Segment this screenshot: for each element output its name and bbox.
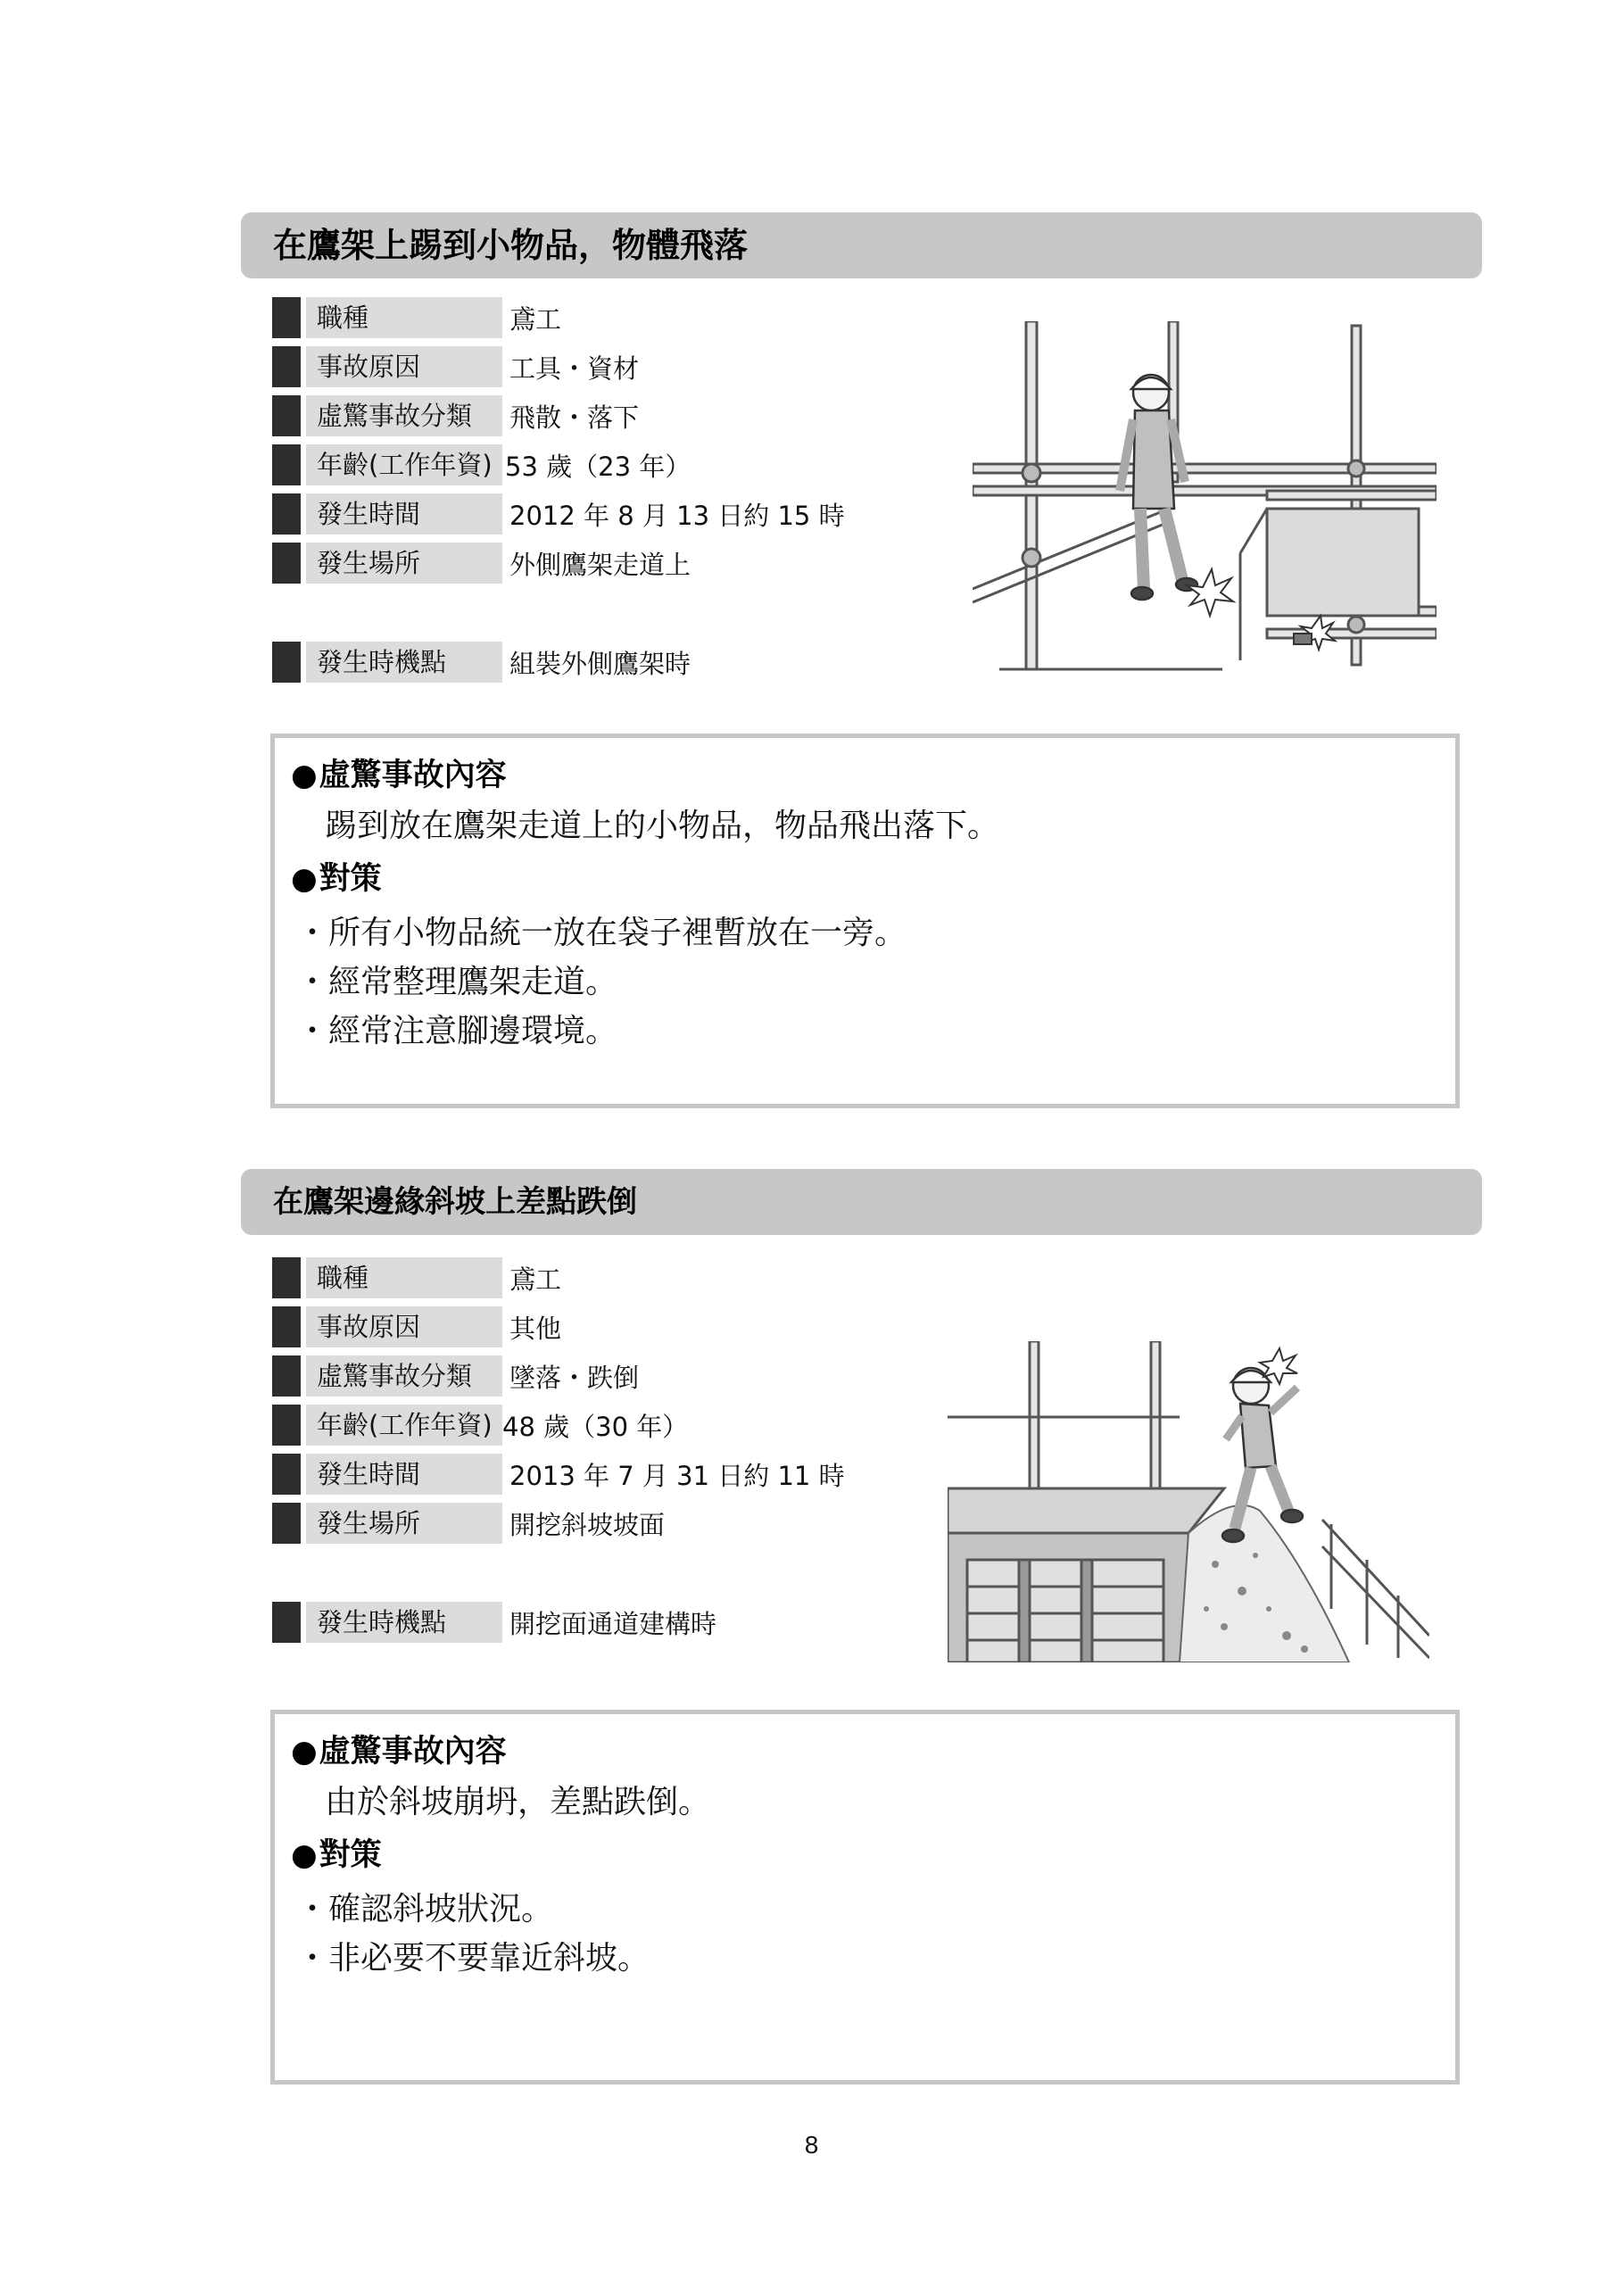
info-value: 外側鷹架走道上 [509,550,691,580]
bullet-dot-icon: ● [291,861,318,897]
row-marker [272,642,301,683]
content-heading-text: 虛驚事故內容 [319,758,507,793]
info-label: 虛驚事故分類 [306,1355,502,1397]
info-label: 虛驚事故分類 [306,395,502,436]
info-value: 48 歲（30 年） [502,1412,689,1442]
measure-item: ・所有小物品統一放在袋子裡暫放在一旁。 [296,915,907,951]
info-label: 發生時機點 [306,1602,502,1643]
info-row-time [272,493,950,535]
content-heading [291,750,507,795]
info-value: 開挖斜坡坡面 [509,1510,666,1540]
row-marker [272,543,301,584]
info-value: 組裝外側鷹架時 [509,649,691,679]
row-marker [272,346,301,387]
info-value: 飛散・落下 [509,402,640,433]
info-value: 開挖面通道建構時 [509,1609,717,1639]
worker-slipping-on-slope-illustration [948,1341,1429,1662]
measure-item: ・確認斜坡狀況。 [296,1891,554,1927]
info-label: 事故原因 [306,1306,502,1347]
info-row-cause [272,346,950,387]
info-value: 2012 年 8 月 13 日約 15 時 [509,501,845,531]
row-marker [272,1306,301,1347]
info-row-timing [272,1602,950,1643]
info-row-time [272,1454,950,1495]
content-heading [291,1727,507,1771]
worker-kicking-object-on-scaffold-illustration [973,321,1437,678]
measures-heading [291,854,382,899]
row-marker [272,493,301,535]
bullet-dot-icon: ● [291,1837,318,1873]
info-label: 發生時間 [306,493,502,535]
info-label: 職種 [306,1257,502,1298]
row-marker [272,297,301,338]
case-title-bar [241,212,1482,278]
info-value: 鳶工 [509,304,562,335]
info-value: 其他 [509,1314,562,1344]
info-row-age [272,1405,950,1446]
info-row-cause [272,1306,950,1347]
measure-item: ・非必要不要靠近斜坡。 [296,1940,650,1977]
info-value: 鳶工 [509,1264,562,1295]
bullet-dot-icon: ● [291,1734,318,1770]
info-value: 2013 年 7 月 31 日約 11 時 [509,1461,845,1491]
info-row-category [272,1355,950,1397]
info-label: 年齡(工作年資) [306,444,502,485]
row-marker [272,444,301,485]
bullet-dot-icon: ● [291,758,318,793]
row-marker [272,1355,301,1397]
info-row-category [272,395,950,436]
info-label: 發生場所 [306,543,502,584]
info-value: 工具・資材 [509,353,640,384]
info-value: 53 歲（23 年） [505,452,691,482]
info-row-job [272,1257,950,1298]
info-row-age [272,444,950,485]
measure-item: ・經常注意腳邊環境。 [296,1013,618,1049]
row-marker [272,1503,301,1544]
row-marker [272,1454,301,1495]
measure-item: ・經常整理鷹架走道。 [296,964,618,1000]
measures-heading-text: 對策 [319,861,382,897]
case-title-bar [241,1169,1482,1235]
info-row-timing [272,642,950,683]
info-label: 發生時機點 [306,642,502,683]
content-description: 由於斜坡崩坍，差點跌倒。 [325,1784,711,1820]
case-title: 在鷹架邊緣斜坡上差點跌倒 [273,1184,637,1220]
row-marker [272,1602,301,1643]
info-label: 發生場所 [306,1503,502,1544]
incident-content-box [270,734,1460,1108]
info-label: 發生時間 [306,1454,502,1495]
content-heading-text: 虛驚事故內容 [319,1734,507,1770]
row-marker [272,1257,301,1298]
measures-heading-text: 對策 [319,1837,382,1873]
row-marker [272,1405,301,1446]
info-label: 年齡(工作年資) [306,1405,502,1446]
case-title: 在鷹架上踢到小物品，物體飛落 [273,226,749,265]
info-label: 職種 [306,297,502,338]
measures-heading [291,1830,382,1875]
info-row-place [272,543,950,584]
incident-content-box [270,1710,1460,2085]
info-label: 事故原因 [306,346,502,387]
info-value: 墜落・跌倒 [509,1363,640,1393]
row-marker [272,395,301,436]
content-description: 踢到放在鷹架走道上的小物品，物品飛出落下。 [325,808,1000,844]
info-row-job [272,297,950,338]
info-row-place [272,1503,950,1544]
page-number: 8 [804,2131,819,2159]
